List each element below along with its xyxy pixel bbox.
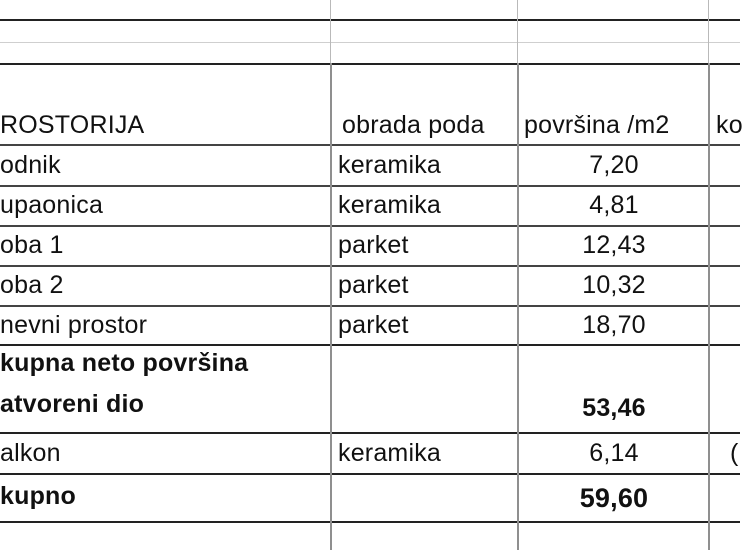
row-floor: parket (338, 311, 409, 339)
grid-line (0, 473, 740, 475)
row-room: nevni prostor (0, 311, 148, 339)
balcony-floor: keramika (338, 439, 442, 467)
row-room: odnik (0, 151, 61, 179)
grid-line (0, 185, 740, 187)
net-total-label-line1: kupna neto površina (0, 349, 249, 377)
grid-line (330, 0, 331, 63)
row-area: 7,20 (589, 151, 639, 179)
grid-line (330, 63, 332, 550)
grid-line (517, 63, 519, 550)
row-room: oba 2 (0, 271, 64, 299)
header-extra: ko (716, 111, 743, 139)
row-room: upaonica (0, 191, 104, 219)
grid-line (0, 19, 740, 21)
balcony-area: 6,14 (589, 439, 639, 467)
grid-line (708, 0, 709, 63)
net-total-area: 53,46 (582, 394, 646, 422)
row-floor: keramika (338, 191, 442, 219)
balcony-extra: ( (730, 439, 739, 467)
balcony-room: alkon (0, 439, 61, 467)
grid-line (0, 432, 740, 434)
header-floor: obrada poda (342, 111, 485, 139)
grid-line (0, 225, 740, 227)
row-room: oba 1 (0, 231, 64, 259)
grid-line (0, 63, 740, 65)
row-area: 10,32 (582, 271, 646, 299)
row-floor: parket (338, 271, 409, 299)
row-area: 12,43 (582, 231, 646, 259)
header-room: ROSTORIJA (0, 111, 145, 139)
grand-total-area: 59,60 (579, 483, 649, 513)
grid-line (0, 42, 740, 43)
row-floor: parket (338, 231, 409, 259)
row-area: 18,70 (582, 311, 646, 339)
grid-line (708, 63, 710, 550)
grid-line (0, 344, 740, 346)
grid-line (517, 0, 518, 63)
row-area: 4,81 (589, 191, 639, 219)
grid-line (0, 305, 740, 307)
grid-line (0, 265, 740, 267)
row-floor: keramika (338, 151, 442, 179)
grand-total-label: kupno (0, 482, 76, 510)
net-total-label-line2: atvoreni dio (0, 390, 145, 418)
grid-line (0, 144, 740, 146)
header-area: površina /m2 (524, 111, 670, 139)
grid-line (0, 521, 740, 523)
